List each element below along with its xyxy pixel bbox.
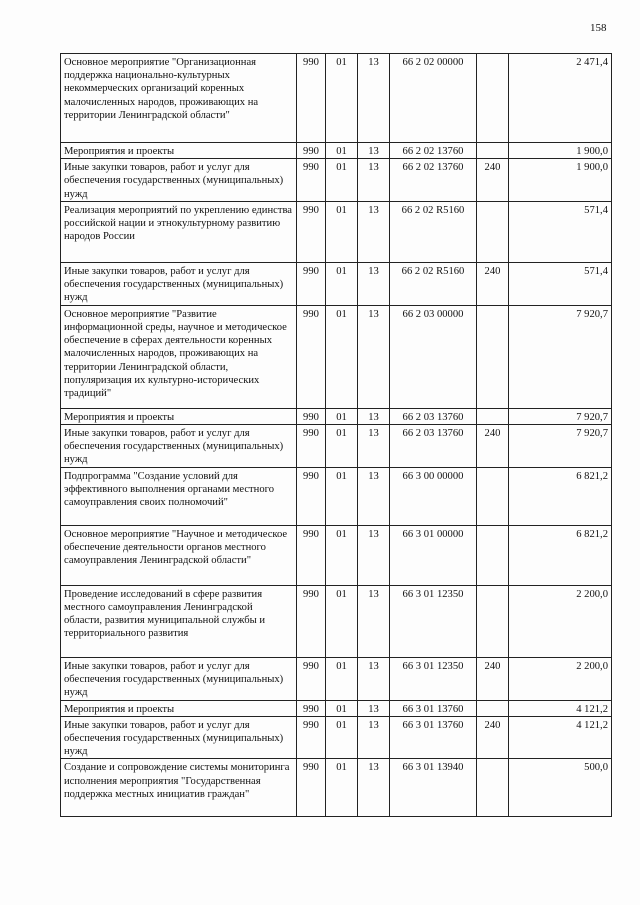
- row-grbs-cell: 990: [297, 525, 326, 585]
- row-name-cell: Иные закупки товаров, работ и услуг для обеспечения государственных (муниципальных) нужд: [61, 159, 297, 202]
- budget-table: [60, 53, 612, 817]
- table-row: [61, 585, 612, 657]
- row-section-cell: 01: [326, 467, 358, 525]
- row-section-cell: 01: [326, 425, 358, 468]
- row-expense-type-cell: [477, 54, 509, 143]
- table-row: [61, 143, 612, 159]
- row-expense-type-cell: [477, 305, 509, 408]
- row-amount-cell: 571,4: [509, 262, 612, 305]
- row-section-cell: 01: [326, 159, 358, 202]
- table-row: [61, 305, 612, 408]
- row-name-cell: Основное мероприятие "Развитие информационной среды, научное и методическое обеспечение в сферах деятельности коренных малочисленных народов, проживающих на территории Ленинградской области, популяризация их культурно-исторических традиций": [61, 305, 297, 408]
- row-grbs-cell: 990: [297, 408, 326, 424]
- row-grbs-cell: 990: [297, 759, 326, 817]
- row-section-cell: 01: [326, 525, 358, 585]
- row-section-cell: 01: [326, 759, 358, 817]
- row-section-cell: 01: [326, 408, 358, 424]
- row-subsection-cell: 13: [358, 700, 390, 716]
- row-expense-type-cell: [477, 585, 509, 657]
- row-name-cell: Основное мероприятие "Организационная поддержка национально-культурных некоммерческих организаций коренных малочисленных народов, проживающих на территории Ленинградской области": [61, 54, 297, 143]
- row-subsection-cell: 13: [358, 525, 390, 585]
- row-target-article-cell: 66 3 00 00000: [390, 467, 477, 525]
- row-expense-type-cell: [477, 408, 509, 424]
- row-grbs-cell: 990: [297, 585, 326, 657]
- table-row: [61, 408, 612, 424]
- table-row: [61, 657, 612, 700]
- row-subsection-cell: 13: [358, 262, 390, 305]
- table-row: [61, 201, 612, 262]
- row-target-article-cell: 66 2 02 R5160: [390, 201, 477, 262]
- row-target-article-cell: 66 2 03 13760: [390, 408, 477, 424]
- row-amount-cell: 500,0: [509, 759, 612, 817]
- row-grbs-cell: 990: [297, 657, 326, 700]
- row-grbs-cell: 990: [297, 700, 326, 716]
- page-number: 158: [590, 22, 607, 34]
- row-amount-cell: 6 821,2: [509, 525, 612, 585]
- row-amount-cell: 6 821,2: [509, 467, 612, 525]
- table-row: [61, 54, 612, 143]
- row-subsection-cell: 13: [358, 585, 390, 657]
- row-section-cell: 01: [326, 585, 358, 657]
- row-target-article-cell: 66 2 02 00000: [390, 54, 477, 143]
- row-subsection-cell: 13: [358, 716, 390, 759]
- row-amount-cell: 4 121,2: [509, 716, 612, 759]
- row-expense-type-cell: [477, 201, 509, 262]
- row-name-cell: Мероприятия и проекты: [61, 143, 297, 159]
- table-row: [61, 716, 612, 759]
- row-name-cell: Мероприятия и проекты: [61, 408, 297, 424]
- row-target-article-cell: 66 3 01 13940: [390, 759, 477, 817]
- row-name-cell: Проведение исследований в сфере развития местного самоуправления Ленинградской области, развития муниципальной службы и территориального развития: [61, 585, 297, 657]
- row-section-cell: 01: [326, 54, 358, 143]
- row-expense-type-cell: 240: [477, 425, 509, 468]
- row-grbs-cell: 990: [297, 425, 326, 468]
- row-target-article-cell: 66 3 01 00000: [390, 525, 477, 585]
- row-amount-cell: 7 920,7: [509, 408, 612, 424]
- row-grbs-cell: 990: [297, 262, 326, 305]
- row-target-article-cell: 66 2 02 13760: [390, 143, 477, 159]
- row-subsection-cell: 13: [358, 54, 390, 143]
- row-amount-cell: 4 121,2: [509, 700, 612, 716]
- row-grbs-cell: 990: [297, 143, 326, 159]
- row-amount-cell: 1 900,0: [509, 143, 612, 159]
- row-grbs-cell: 990: [297, 159, 326, 202]
- row-expense-type-cell: 240: [477, 262, 509, 305]
- table-row: [61, 159, 612, 202]
- row-amount-cell: 2 200,0: [509, 585, 612, 657]
- row-name-cell: Иные закупки товаров, работ и услуг для обеспечения государственных (муниципальных) нужд: [61, 716, 297, 759]
- row-section-cell: 01: [326, 262, 358, 305]
- row-expense-type-cell: [477, 700, 509, 716]
- row-target-article-cell: 66 3 01 12350: [390, 585, 477, 657]
- row-amount-cell: 7 920,7: [509, 425, 612, 468]
- row-expense-type-cell: [477, 759, 509, 817]
- row-amount-cell: 571,4: [509, 201, 612, 262]
- row-subsection-cell: 13: [358, 657, 390, 700]
- row-name-cell: Иные закупки товаров, работ и услуг для обеспечения государственных (муниципальных) нужд: [61, 657, 297, 700]
- table-row: [61, 759, 612, 817]
- row-target-article-cell: 66 2 02 R5160: [390, 262, 477, 305]
- row-section-cell: 01: [326, 716, 358, 759]
- row-expense-type-cell: 240: [477, 716, 509, 759]
- row-amount-cell: 7 920,7: [509, 305, 612, 408]
- row-subsection-cell: 13: [358, 201, 390, 262]
- table-row: [61, 467, 612, 525]
- row-target-article-cell: 66 3 01 12350: [390, 657, 477, 700]
- row-amount-cell: 2 200,0: [509, 657, 612, 700]
- row-section-cell: 01: [326, 700, 358, 716]
- row-grbs-cell: 990: [297, 467, 326, 525]
- row-subsection-cell: 13: [358, 425, 390, 468]
- row-grbs-cell: 990: [297, 201, 326, 262]
- row-name-cell: Реализация мероприятий по укреплению единства российской нации и этнокультурному развитию народов России: [61, 201, 297, 262]
- row-name-cell: Иные закупки товаров, работ и услуг для обеспечения государственных (муниципальных) нужд: [61, 262, 297, 305]
- row-subsection-cell: 13: [358, 143, 390, 159]
- row-subsection-cell: 13: [358, 159, 390, 202]
- row-amount-cell: 1 900,0: [509, 159, 612, 202]
- row-target-article-cell: 66 3 01 13760: [390, 716, 477, 759]
- table-row: [61, 425, 612, 468]
- row-subsection-cell: 13: [358, 759, 390, 817]
- row-target-article-cell: 66 2 02 13760: [390, 159, 477, 202]
- row-expense-type-cell: 240: [477, 159, 509, 202]
- row-section-cell: 01: [326, 657, 358, 700]
- row-grbs-cell: 990: [297, 716, 326, 759]
- row-expense-type-cell: [477, 143, 509, 159]
- row-target-article-cell: 66 2 03 00000: [390, 305, 477, 408]
- row-name-cell: Иные закупки товаров, работ и услуг для обеспечения государственных (муниципальных) нужд: [61, 425, 297, 468]
- row-grbs-cell: 990: [297, 54, 326, 143]
- table-row: [61, 525, 612, 585]
- table-row: [61, 262, 612, 305]
- table-row: [61, 700, 612, 716]
- row-section-cell: 01: [326, 305, 358, 408]
- row-amount-cell: 2 471,4: [509, 54, 612, 143]
- row-subsection-cell: 13: [358, 467, 390, 525]
- row-expense-type-cell: 240: [477, 657, 509, 700]
- row-name-cell: Создание и сопровождение системы мониторинга исполнения мероприятия "Государственная поддержка местных инициатив граждан": [61, 759, 297, 817]
- row-subsection-cell: 13: [358, 408, 390, 424]
- row-name-cell: Мероприятия и проекты: [61, 700, 297, 716]
- row-name-cell: Подпрограмма "Создание условий для эффективного выполнения органами местного самоуправления своих полномочий": [61, 467, 297, 525]
- row-expense-type-cell: [477, 525, 509, 585]
- row-name-cell: Основное мероприятие "Научное и методическое обеспечение деятельности органов местного самоуправления Ленинградской области": [61, 525, 297, 585]
- row-target-article-cell: 66 3 01 13760: [390, 700, 477, 716]
- row-grbs-cell: 990: [297, 305, 326, 408]
- row-subsection-cell: 13: [358, 305, 390, 408]
- row-section-cell: 01: [326, 143, 358, 159]
- row-target-article-cell: 66 2 03 13760: [390, 425, 477, 468]
- row-expense-type-cell: [477, 467, 509, 525]
- row-section-cell: 01: [326, 201, 358, 262]
